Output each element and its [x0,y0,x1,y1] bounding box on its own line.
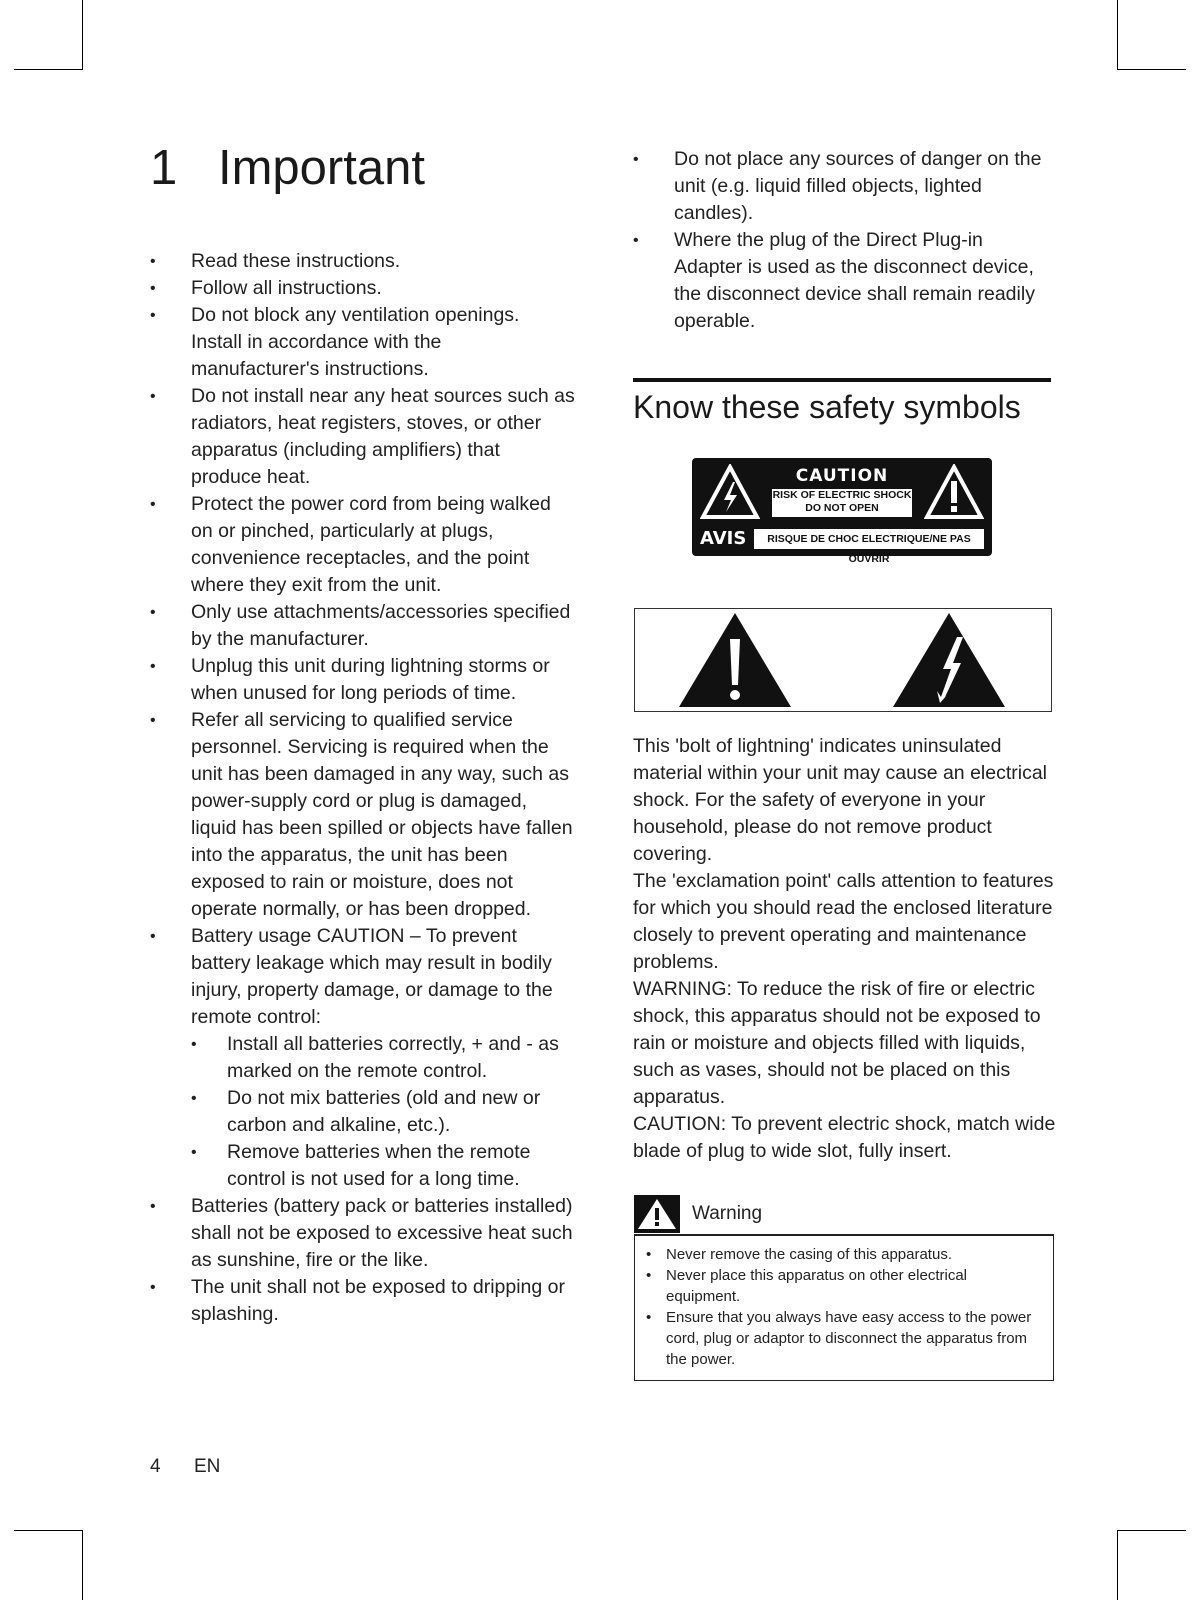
safety-instructions-list [150,248,575,1328]
explanation-paragraph: CAUTION: To prevent electric shock, match wide blade of plug to wide slot, fully insert. [633,1113,1056,1162]
crop-mark [82,1530,83,1600]
list-item: • Unplug this unit during lightning storms or when unused for long periods of time. [150,653,575,707]
crop-mark [14,1530,83,1531]
crop-mark [14,69,83,70]
warning-icon-box [634,1195,680,1233]
chapter-number: 1 [150,141,178,195]
page-footer [150,1456,221,1478]
safety-instructions-list-continued [633,146,1053,335]
crop-mark [1117,1530,1118,1600]
sub-list-item: • Remove batteries when the remote control is not used for a long time. [191,1139,575,1193]
list-item: • Do not install near any heat sources such as radiators, heat registers, stoves, or other apparatus (including amplifiers) that produce heat. [150,383,575,491]
warning-item: • Never remove the casing of this apparatus. [666,1244,1043,1265]
avis-row [696,527,988,565]
list-item: • Only use attachments/accessories specified by the manufacturer. [150,599,575,653]
chapter-title [150,140,425,196]
warning-label: Warning [692,1203,763,1224]
shock-line-1: RISK OF ELECTRIC SHOCK [772,489,912,501]
exclamation-triangle-icon [924,464,984,520]
explanation-paragraph: This 'bolt of lightning' indicates uninsulated material within your unit may cause an electrical shock. For the safety of everyone in your household, please do not remove product covering. [633,735,1048,865]
warning-triangle-icon [634,1195,680,1233]
list-item: • Protect the power cord from being walked on or pinched, particularly at plugs, convenience receptacles, and the point where they exit from the unit. [150,491,575,599]
list-item-battery [150,923,575,1193]
warning-header [634,1195,1052,1233]
list-item: • The unit shall not be exposed to dripping or splashing. [150,1274,575,1328]
battery-sub-list [191,1031,575,1193]
shock-warning-box [772,489,912,517]
exclamation-triangle-icon [677,611,793,709]
warning-item: • Never place this apparatus on other electrical equipment. [666,1265,1043,1307]
avis-text: RISQUE DE CHOC ELECTRIQUE/NE PAS OUVRIR [754,529,984,549]
explanation-paragraph: The 'exclamation point' calls attention to features for which you should read the enclosed literature closely to prevent operating and maintenance problems. [633,870,1054,973]
list-item: • Refer all servicing to qualified service personnel. Servicing is required when the unit has been damaged in any way, such as power-supply cord or plug is damaged, liquid has been spilled or objects have fallen into the apparatus, the unit has been exposed to rain or moisture, does not operate normally, or has been dropped. [150,707,575,923]
page-number: 4 [150,1456,161,1477]
sub-list-item: • Do not mix batteries (old and new or carbon and alkaline, etc.). [191,1085,575,1139]
language-code: EN [194,1456,221,1477]
warning-item: • Ensure that you always have easy access to the power cord, plug or adaptor to disconnect the apparatus from the power. [666,1307,1043,1370]
caution-word: CAUTION [795,466,889,486]
battery-caution-text: Battery usage CAUTION – To prevent battery leakage which may result in bodily injury, property damage, or damage to the remote control: [191,925,553,1028]
sub-list-item: • Install all batteries correctly, + and - as marked on the remote control. [191,1031,575,1085]
lightning-triangle-icon [891,611,1007,709]
shock-line-2: DO NOT OPEN [805,502,879,514]
section-rule [633,378,1051,382]
crop-mark [1117,0,1118,70]
list-item: • Batteries (battery pack or batteries installed) shall not be exposed to excessive heat such as sunshine, fire or the like. [150,1193,575,1274]
section-title: Know these safety symbols [633,389,1021,425]
list-item: • Do not place any sources of danger on the unit (e.g. liquid filled objects, lighted candles). [633,146,1053,227]
warning-box [634,1234,1054,1381]
lightning-triangle-icon [700,464,760,520]
warning-list [635,1236,1053,1370]
avis-word: AVIS [700,528,747,549]
list-item: • Do not block any ventilation openings. Install in accordance with the manufacturer's instructions. [150,302,575,383]
explanation-paragraph: WARNING: To reduce the risk of fire or electric shock, this apparatus should not be exposed to rain or moisture and objects filled with liquids, such as vases, should not be placed on this apparatus. [633,978,1041,1108]
safety-symbols-box [634,608,1052,712]
caution-label [692,458,992,565]
crop-mark [82,0,83,70]
list-item: • Read these instructions. [150,248,575,275]
safety-symbols-explanation [633,733,1058,1165]
list-item: • Where the plug of the Direct Plug-in Adapter is used as the disconnect device, the disconnect device shall remain readily operable. [633,227,1053,335]
list-item: • Follow all instructions. [150,275,575,302]
crop-mark [1117,1530,1186,1531]
chapter-title-text: Important [218,141,425,195]
crop-mark [1117,69,1186,70]
